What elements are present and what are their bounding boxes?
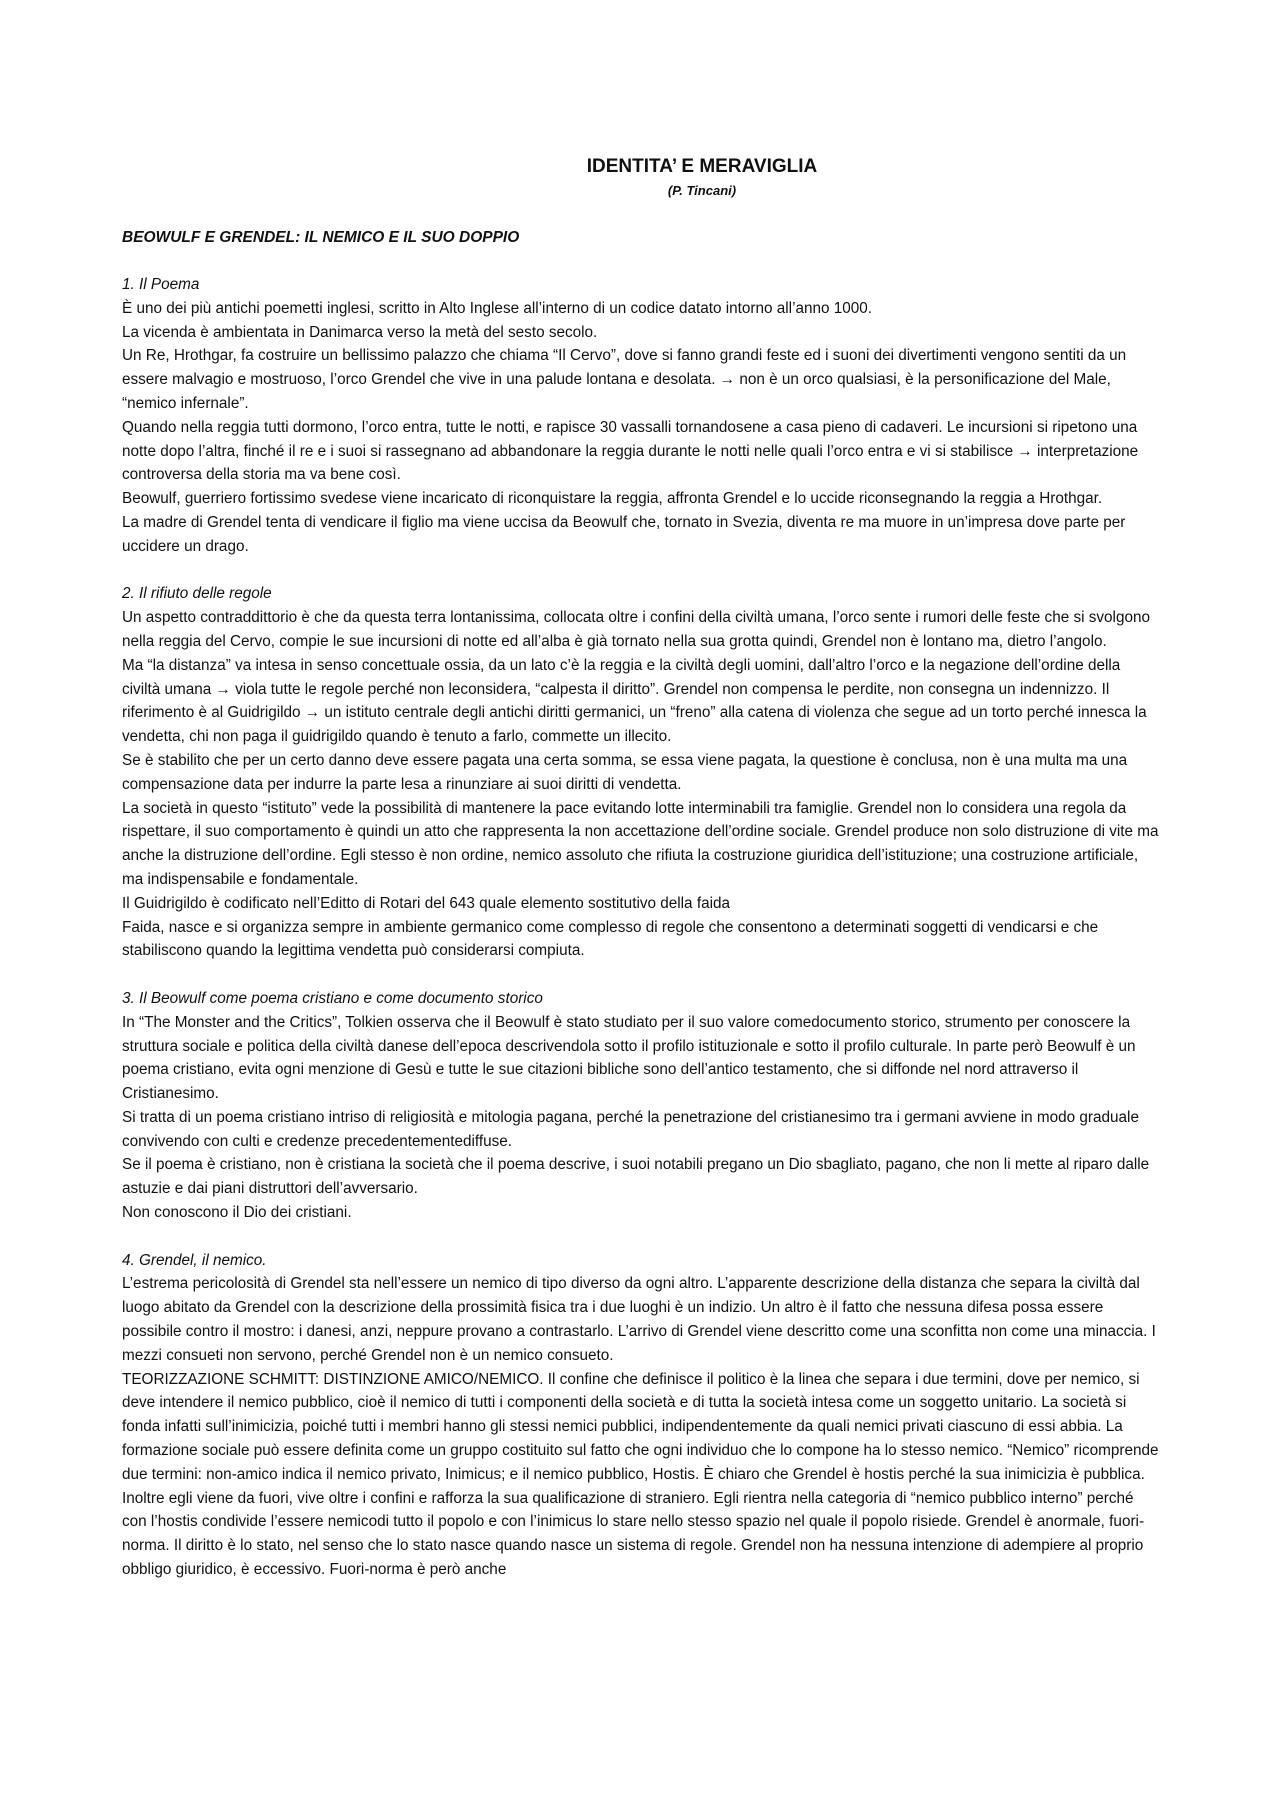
paragraph: Un Re, Hrothgar, fa costruire un bellissimo palazzo che chiama “Il Cervo”, dove si fanno grandi feste ed i suoni dei divertimenti vengono sentiti da un essere malvagio e mostruoso, l’orco Grendel che vive in una palude lontana e desolata. → non è un orco qualsiasi, è la personificazione del Male, “nemico infernale”.	[122, 347, 1127, 412]
section-title: 3. Il Beowulf come poema cristiano e come documento storico	[122, 989, 543, 1007]
paragraph: Ma “la distanza” va intesa in senso concettuale ossia, da un lato c’è la reggia e la civiltà degli uomini, dall’altro l’orco e la negazione dell’ordine della civiltà umana → viola tutte le regole perché non leconsidera, “calpesta il diritto”. Grendel non compensa le perdite, non consegna un indennizzo. Il riferimento è al Guidrigildo → un istituto centrale degli antichi diritti germanici, un “freno” alla catena di violenza che segue ad un torto perché innesca la vendetta, chi non paga il guidrigildo quando è tenuto a farlo, commette un illecito.	[122, 656, 1147, 746]
section-1	[122, 273, 1162, 559]
paragraph: TEORIZZAZIONE SCHMITT: DISTINZIONE AMICO/NEMICO. Il confine che definisce il politico è la linea che separa i due termini, dove per nemico, si deve intendere il nemico pubblico, cioè il nemico di tutti i componenti della società e di tutta la società intesa come un soggetto unitario. La società si fonda infatti sull’inimicizia, poiché tutti i membri hanno gli stessi nemici pubblici, indipendentemente da quali nemici privati ciascuno di essi abbia. La formazione sociale può essere definita come un gruppo costituito sul fatto che ogni individuo che lo compone ha lo stesso nemico. “Nemico” ricomprende due termini: non-amico indica il nemico privato, Inimicus; e il nemico pubblico, Hostis. È chiaro che Grendel è hostis perché la sua inimicizia è pubblica. Inoltre egli viene da fuori, vive oltre i confini e rafforza la sua qualificazione di straniero. Egli rientra nella categoria di “nemico pubblico interno” perché con l’hostis condivide l’essere nemicodi tutto il popolo e con l’inimicus lo stare nello stesso spazio nel quale il popolo risiede. Grendel è anormale, fuori-norma. Il diritto è lo stato, nel senso che lo stato nasce quando nasce un sistema di regole. Grendel non ha nessuna intenzione di adempiere al proprio obbligo giuridico, è eccessivo. Fuori-norma è però anche	[122, 1370, 1159, 1579]
paragraph: È uno dei più antichi poemetti inglesi, scritto in Alto Inglese all’interno di un codice datato intorno all’anno 1000.	[122, 299, 873, 317]
paragraph: Se il poema è cristiano, non è cristiana la società che il poema descrive, i suoi notabili pregano un Dio sbagliato, pagano, che non li mette al riparo dalle astuzie e dai piani distruttori dell’avversario.	[122, 1156, 1150, 1198]
section-3	[122, 987, 1162, 1225]
paragraph: Beowulf, guerriero fortissimo svedese viene incaricato di riconquistare la reggia, affronta Grendel e lo uccide riconsegnando la reggia a Hrothgar.	[122, 490, 1103, 508]
paragraph: In “The Monster and the Critics”, Tolkien osserva che il Beowulf è stato studiato per il suo valore comedocumento storico, strumento per conoscere la struttura sociale e politica della civiltà danese dell’epoca descrivendola sotto il profilo istituzionale e sotto il profilo culturale. In parte però Beowulf è un poema cristiano, evita ogni menzione di Gesù e tutte le sue citazioni bibliche sono dell’antico testamento, che si diffonde nel nord attraverso il Cristianesimo.	[122, 1013, 1136, 1103]
paragraph: La vicenda è ambientata in Danimarca verso la metà del sesto secolo.	[122, 323, 598, 341]
section-4	[122, 1249, 1162, 1582]
section-title: 2. Il rifiuto delle regole	[122, 585, 272, 603]
paragraph: Quando nella reggia tutti dormono, l’orco entra, tutte le notti, e rapisce 30 vassalli tornandosene a casa pieno di cadaveri. Le incursioni si ripetono una notte dopo l’altra, finché il re e i suoi si rassegnano ad abbandonare la reggia durante le notti nelle quali l’orco entra e vi si stabilisce → interpretazione controversa della storia ma va bene così.	[122, 418, 1139, 484]
paragraph: La madre di Grendel tenta di vendicare il figlio ma viene uccisa da Beowulf che, tornato in Svezia, diventa re ma muore in un’impresa dove parte per uccidere un drago.	[122, 513, 1126, 555]
section-title: 4. Grendel, il nemico.	[122, 1251, 267, 1269]
paragraph: L’estrema pericolosità di Grendel sta nell’essere un nemico di tipo diverso da ogni altro. L’apparente descrizione della distanza che separa la civiltà dal luogo abitato da Grendel con la descrizione della prossimità fisica tra i due luoghi è un indizio. Un altro è il fatto che nessuna difesa possa essere possibile contro il mostro: i danesi, anzi, neppure provano a contrastarlo. L’arrivo di Grendel viene descritto come una sconfitta non come una minaccia. I mezzi consueti non servono, perché Grendel non è un nemico consueto.	[122, 1275, 1156, 1364]
paragraph: La società in questo “istituto” vede la possibilità di mantenere la pace evitando lotte interminabili tra famiglie. Grendel non lo considera una regola da rispettare, il suo comportamento è quindi un atto che rappresenta la non accettazione dell’ordine sociale. Grendel produce non solo distruzione di vite ma anche la distruzione dell’ordine. Egli stesso è non ordine, nemico assoluto che rifiuta la costruzione giuridica dell’istituzione; una costruzione artificiale, ma indispensabile e fondamentale.	[122, 799, 1159, 888]
author-line: (P. Tincani)	[667, 183, 737, 198]
page-title: IDENTITA’ E MERAVIGLIA	[586, 156, 818, 177]
paragraph: Si tratta di un poema cristiano intriso di religiosità e mitologia pagana, perché la penetrazione del cristianesimo tra i germani avviene in modo graduale convivendo con culti e credenze precedentementediffuse.	[122, 1108, 1139, 1150]
paragraph: Faida, nasce e si organizza sempre in ambiente germanico come complesso di regole che consentono a determinati soggetti di vendicarsi e che stabiliscono quando la legittima vendetta può considerarsi compiuta.	[122, 918, 1099, 960]
paragraph: Non conoscono il Dio dei cristiani.	[122, 1204, 352, 1222]
section-title: 1. Il Poema	[122, 276, 200, 293]
paragraph: Un aspetto contraddittorio è che da questa terra lontanissima, collocata oltre i confini della civiltà umana, l’orco sente i rumori delle feste che si svolgono nella reggia del Cervo, compie le sue incursioni di notte ed all’alba è già tornato nella sua grotta quindi, Grendel non è lontano ma, dietro l’angolo.	[122, 609, 1150, 650]
document-body	[122, 273, 1162, 1606]
section-2	[122, 582, 1162, 963]
paragraph: Se è stabilito che per un certo danno deve essere pagata una certa somma, se essa viene pagata, la questione è conclusa, non è una multa ma una compensazione data per indurre la parte lesa a rinunziare ai suoi diritti di vendetta.	[122, 751, 1128, 793]
document-subtitle: BEOWULF E GRENDEL: IL NEMICO E IL SUO DOPPIO	[122, 229, 520, 246]
paragraph: Il Guidrigildo è codificato nell’Editto di Rotari del 643 quale elemento sostitutivo della faida	[122, 894, 730, 912]
